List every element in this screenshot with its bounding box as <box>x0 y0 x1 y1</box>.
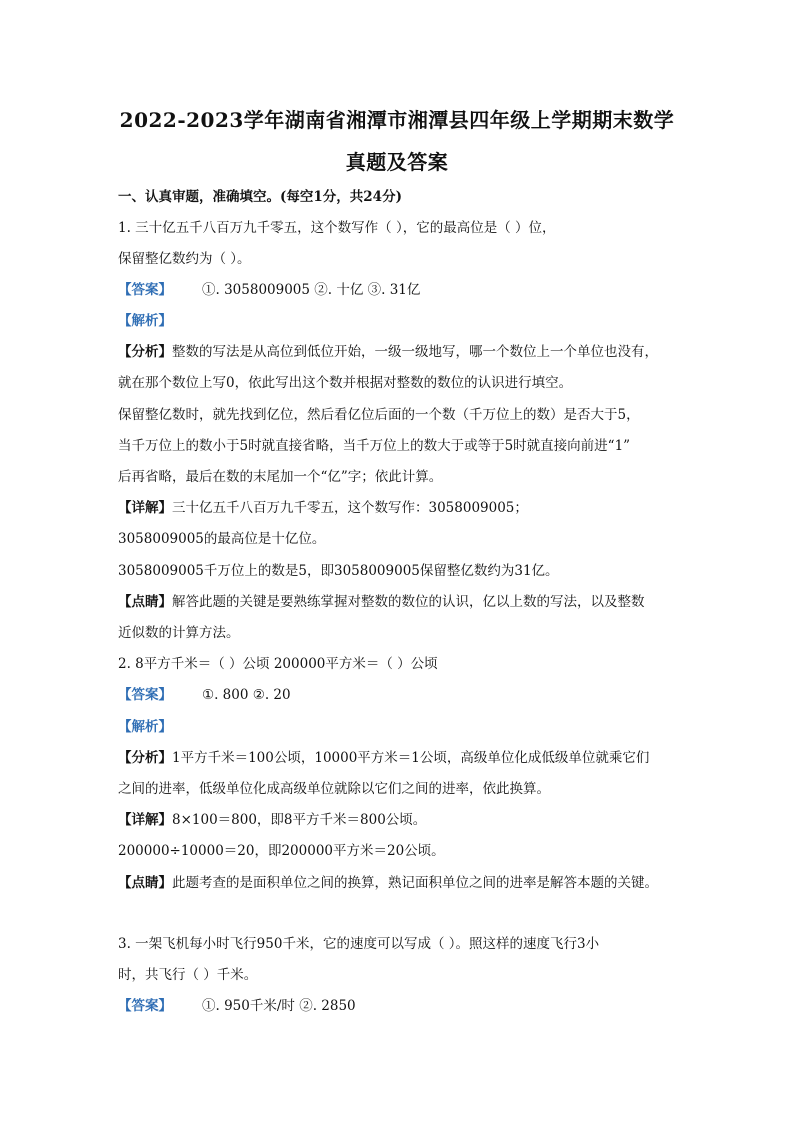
dianjing-tag: 【点睛】 <box>118 594 172 610</box>
answer-tag: 【答案】 <box>118 282 172 298</box>
answer-text: ①. 950千米/时 ②. 2850 <box>202 998 356 1014</box>
q1-text-line2: 保留整亿数约为（ ）。 <box>118 251 251 267</box>
q2-xiangjie-line1 <box>118 810 678 830</box>
q3-text-line1: 3. 一架飞机每小时飞行950千米，它的速度可以写成（ ）。照这样的速度飞行3小 <box>118 936 600 952</box>
fenxi-tag: 【分析】 <box>118 750 172 766</box>
q1-text-line1: 1. 三十亿五千八百万九千零五，这个数写作（ ），它的最高位是（ ）位， <box>118 220 556 236</box>
section-heading: 一、认真审题，准确填空。(每空1分，共24分) <box>118 189 402 205</box>
dianjing-text: 此题考查的是面积单位之间的换算，熟记面积单位之间的进率是解答本题的关键。 <box>172 875 658 891</box>
answer-tag: 【答案】 <box>118 687 172 703</box>
q2-xiangjie-line2: 200000÷10000＝20，即200000平方米＝20公顷。 <box>118 843 445 859</box>
document-title-line1: 2022-2023学年湖南省湘潭市湘潭县四年级上学期期末数学 <box>119 108 675 132</box>
answer-text: ①. 800 ②. 20 <box>202 687 291 703</box>
analysis-tag: 【解析】 <box>118 719 172 735</box>
answer-text: ①. 3058009005 ②. 十亿 ③. 31亿 <box>202 282 421 298</box>
q1-fenxi-line2: 就在那个数位上写0，依此写出这个数并根据对整数的数位的认识进行填空。 <box>118 375 573 391</box>
fenxi-text: 1平方千米＝100公顷，10000平方米＝1公顷，高级单位化成低级单位就乘它们 <box>172 750 650 766</box>
q1-fenxi-line5: 后再省略，最后在数的末尾加一个“亿”字；依此计算。 <box>118 469 443 485</box>
q1-xiangjie-line2: 3058009005的最高位是十亿位。 <box>118 531 326 547</box>
q2-answer <box>118 685 678 705</box>
q2-text-line1: 2. 8平方千米＝（ ）公顷 200000平方米＝（ ）公顷 <box>118 656 438 672</box>
q3-text-line2: 时，共飞行（ ）千米。 <box>118 967 258 983</box>
q2-analysis <box>118 717 678 737</box>
q2-dianjing-line1 <box>118 873 678 893</box>
analysis-tag: 【解析】 <box>118 313 172 329</box>
q1-dianjing-line1 <box>118 592 678 612</box>
q2-fenxi-line2: 之间的进率，低级单位化成高级单位就除以它们之间的进率，依此换算。 <box>118 781 550 797</box>
fenxi-text: 整数的写法是从高位到低位开始，一级一级地写，哪一个数位上一个单位也没有， <box>172 344 658 360</box>
q3-answer <box>118 996 678 1016</box>
q1-xiangjie-line3: 3058009005千万位上的数是5，即3058009005保留整亿数约为31亿。 <box>118 563 559 579</box>
q1-fenxi-line4: 当千万位上的数小于5时就直接省略，当千万位上的数大于或等于5时就直接向前进“1” <box>118 438 631 454</box>
xiangjie-text: 8×100＝800，即8平方千米＝800公顷。 <box>172 812 427 828</box>
dianjing-text: 解答此题的关键是要熟练掌握对整数的数位的认识，亿以上数的写法，以及整数 <box>172 594 645 610</box>
answer-tag: 【答案】 <box>118 998 172 1014</box>
q1-dianjing-line2: 近似数的计算方法。 <box>118 625 240 641</box>
xiangjie-tag: 【详解】 <box>118 812 172 828</box>
q1-analysis <box>118 311 678 331</box>
dianjing-tag: 【点睛】 <box>118 875 172 891</box>
xiangjie-text: 三十亿五千八百万九千零五，这个数写作：3058009005； <box>172 500 528 516</box>
q1-answer <box>118 280 678 300</box>
q1-fenxi-line1 <box>118 342 678 362</box>
q1-fenxi-line3: 保留整亿数时，就先找到亿位，然后看亿位后面的一个数（千万位上的数）是否大于5， <box>118 407 640 423</box>
document-title-line2: 真题及答案 <box>345 150 449 174</box>
q2-fenxi-line1 <box>118 748 678 768</box>
q1-xiangjie-line1 <box>118 498 678 518</box>
fenxi-tag: 【分析】 <box>118 344 172 360</box>
xiangjie-tag: 【详解】 <box>118 500 172 516</box>
